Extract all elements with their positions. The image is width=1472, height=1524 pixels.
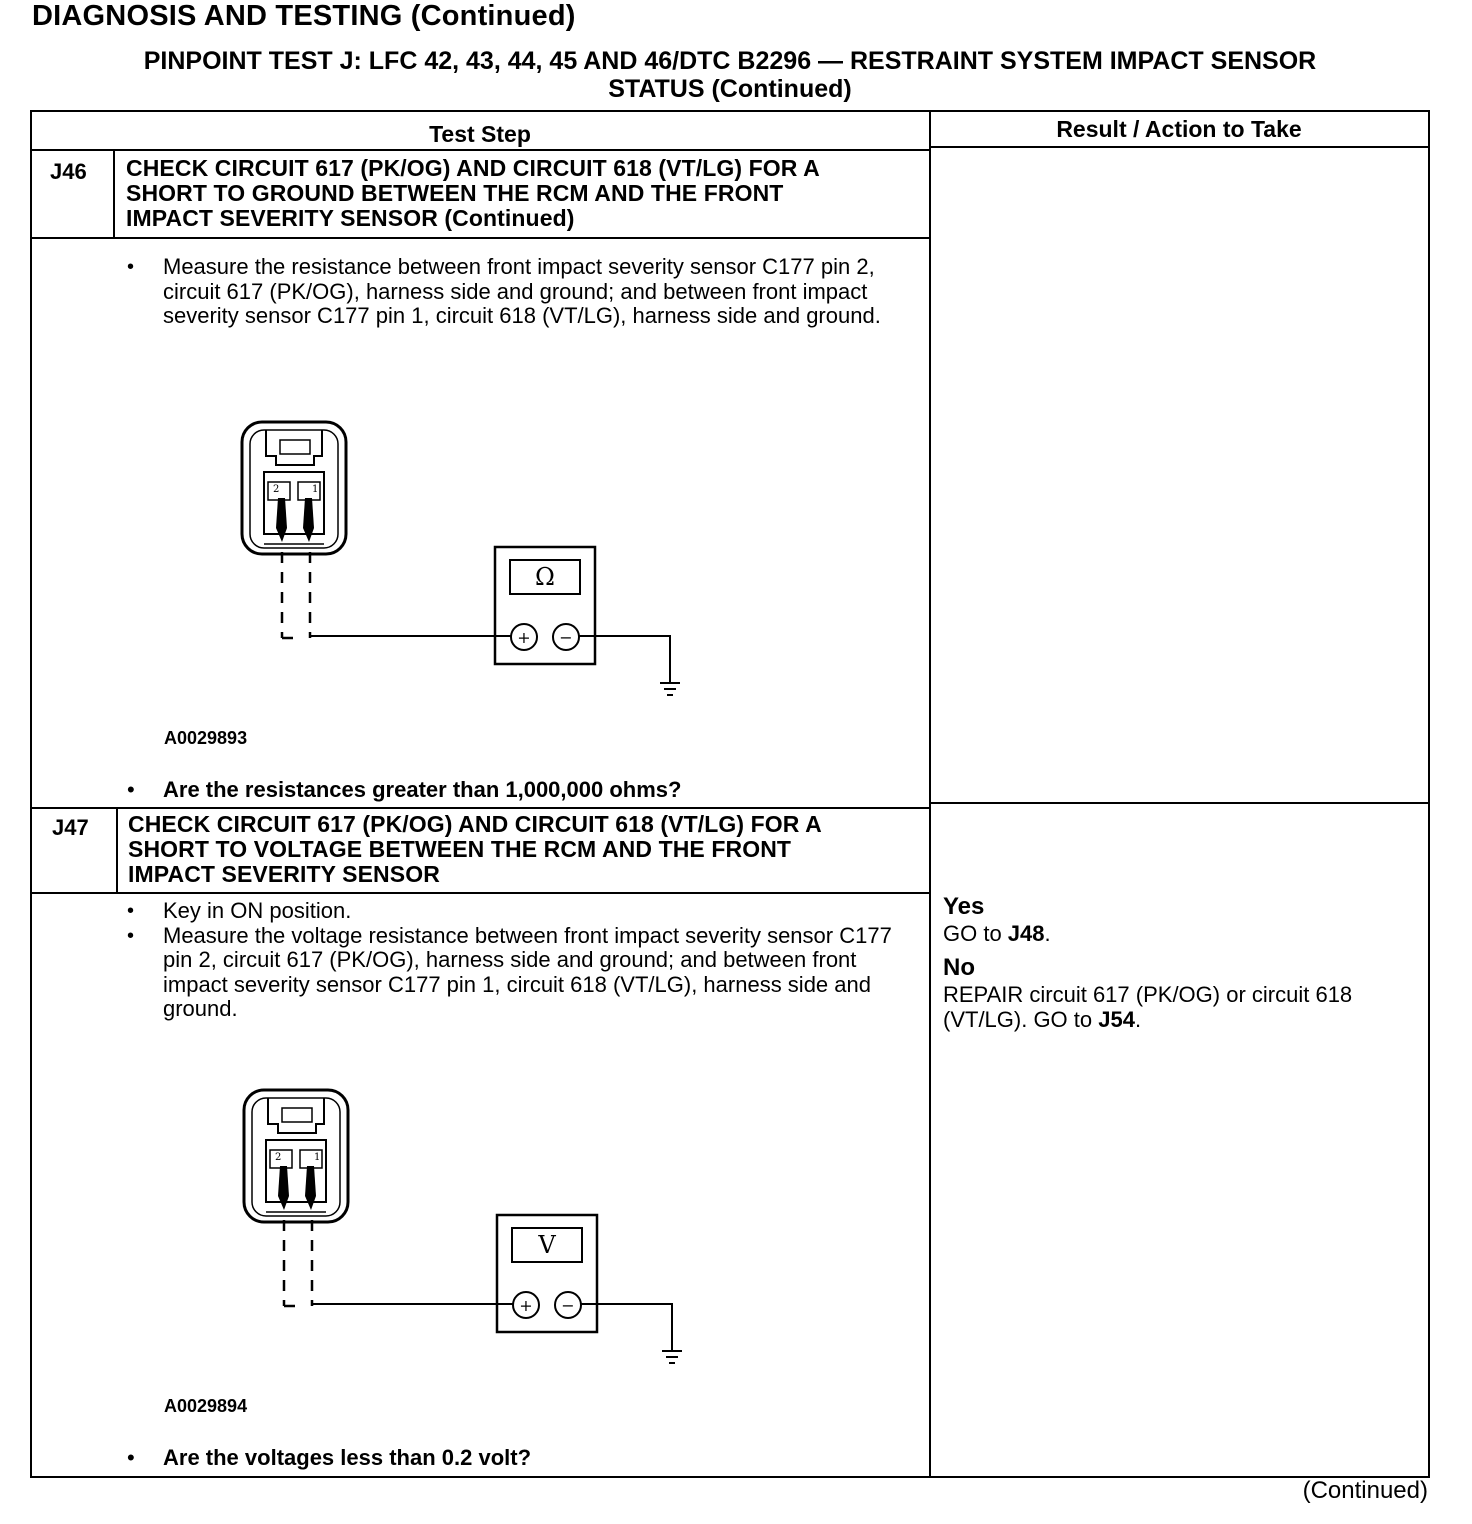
test-probes bbox=[276, 498, 314, 542]
j47-instruction-2: • Measure the voltage resistance between front impact severity sensor C177 pin 2, circuit 617 (PK/OG), harness side and ground; and between front impact severity sensor C177 pin 1, circuit 618 (VT/LG), harness side and ground. bbox=[127, 924, 897, 1022]
ohmmeter-icon bbox=[495, 547, 595, 664]
j46-instruction-1: • Measure the resistance between front impact severity sensor C177 pin 2, circuit 617 (PK/OG), harness side and ground; and between front impact severity sensor C177 pin 1, circuit 618 (VT/LG), harness side and ground. bbox=[127, 255, 897, 329]
j46-id-divider bbox=[113, 150, 115, 237]
result-yes-label: Yes bbox=[943, 893, 985, 920]
pinpoint-test-title bbox=[30, 47, 1430, 103]
j47-instruction-1: • Key in ON position. bbox=[127, 899, 897, 924]
meter-symbol-ohm: Ω bbox=[535, 563, 555, 591]
j47-title-divider bbox=[31, 892, 930, 894]
meter-symbol-volt: V bbox=[538, 1231, 556, 1259]
meter-minus: − bbox=[561, 1296, 575, 1315]
voltmeter-diagram bbox=[232, 1078, 712, 1378]
column-divider bbox=[929, 111, 931, 1477]
column-header-result: Result / Action to Take bbox=[1056, 116, 1302, 142]
j46-title-line-2: SHORT TO GROUND BETWEEN THE RCM AND THE FRONT bbox=[126, 180, 784, 206]
ohmmeter-diagram bbox=[230, 410, 710, 710]
harness-wires bbox=[282, 552, 310, 638]
test-title-line-1: PINPOINT TEST J: LFC 42, 43, 44, 45 AND 46/DTC B2296 — RESTRAINT SYSTEM IMPACT SENSOR bbox=[143, 47, 1317, 75]
header-divider-right bbox=[930, 146, 1429, 148]
j47-title-line-1: CHECK CIRCUIT 617 (PK/OG) AND CIRCUIT 618 (VT/LG) FOR A bbox=[128, 811, 822, 837]
figure-id-j47: A0029894 bbox=[164, 1396, 248, 1416]
step-title-j47 bbox=[128, 812, 928, 887]
test-probes bbox=[278, 1166, 316, 1210]
sensor-connector-icon bbox=[244, 1090, 348, 1222]
step-id-j47: J47 bbox=[52, 815, 89, 840]
footer-continued: (Continued) bbox=[1302, 1477, 1428, 1504]
yes-suffix: . bbox=[1044, 921, 1051, 946]
yes-prefix: GO to bbox=[943, 921, 1008, 946]
result-j47 bbox=[943, 893, 1423, 1032]
j47-instructions bbox=[127, 899, 897, 1022]
j47-id-divider bbox=[116, 808, 118, 893]
figure-id-j46: A0029893 bbox=[164, 728, 248, 748]
no-prefix: REPAIR circuit 617 (PK/OG) or circuit 618 (VT/LG). GO to bbox=[943, 982, 1353, 1032]
question-j46 bbox=[127, 777, 681, 803]
pin-label-1: 1 bbox=[314, 1152, 321, 1163]
step-divider-right bbox=[930, 802, 1429, 804]
question-text-j47: Are the voltages less than 0.2 volt? bbox=[163, 1445, 532, 1470]
pin-label-1: 1 bbox=[312, 484, 319, 495]
result-no-text bbox=[943, 982, 1423, 1032]
step-id-j46: J46 bbox=[50, 159, 87, 184]
meter-plus: + bbox=[519, 1296, 533, 1315]
page-title: DIAGNOSIS AND TESTING (Continued) bbox=[32, 0, 576, 32]
j47-title-line-2: SHORT TO VOLTAGE BETWEEN THE RCM AND THE FRONT bbox=[128, 836, 792, 862]
harness-wires bbox=[284, 1220, 312, 1306]
voltmeter-icon bbox=[497, 1215, 597, 1332]
question-bullet: • bbox=[127, 777, 135, 802]
no-suffix: . bbox=[1134, 1007, 1142, 1032]
j46-instructions bbox=[127, 255, 897, 329]
sensor-connector-icon bbox=[242, 422, 346, 554]
j46-title-line-1: CHECK CIRCUIT 617 (PK/OG) AND CIRCUIT 618 (VT/LG) FOR A bbox=[126, 155, 820, 181]
j46-title-divider bbox=[31, 237, 930, 239]
result-no-label: No bbox=[943, 954, 975, 981]
result-yes-text bbox=[943, 921, 1423, 946]
question-text-j46: Are the resistances greater than 1,000,000 ohms? bbox=[163, 777, 682, 802]
column-header-test-step: Test Step bbox=[429, 121, 531, 147]
test-title-line-2: STATUS (Continued) bbox=[608, 75, 852, 103]
no-target-link[interactable]: J54 bbox=[1098, 1007, 1135, 1032]
header-divider-left bbox=[31, 149, 930, 151]
meter-minus: − bbox=[559, 628, 573, 647]
step-divider-left bbox=[31, 807, 930, 809]
meter-plus: + bbox=[517, 628, 531, 647]
question-j47 bbox=[127, 1445, 531, 1471]
pin-label-2: 2 bbox=[275, 1152, 282, 1163]
yes-target-link[interactable]: J48 bbox=[1007, 921, 1045, 946]
question-bullet: • bbox=[127, 1445, 135, 1470]
j46-title-line-3: IMPACT SEVERITY SENSOR (Continued) bbox=[126, 205, 575, 231]
step-title-j46 bbox=[126, 156, 926, 231]
pin-label-2: 2 bbox=[273, 484, 280, 495]
j47-title-line-3: IMPACT SEVERITY SENSOR bbox=[128, 861, 440, 887]
